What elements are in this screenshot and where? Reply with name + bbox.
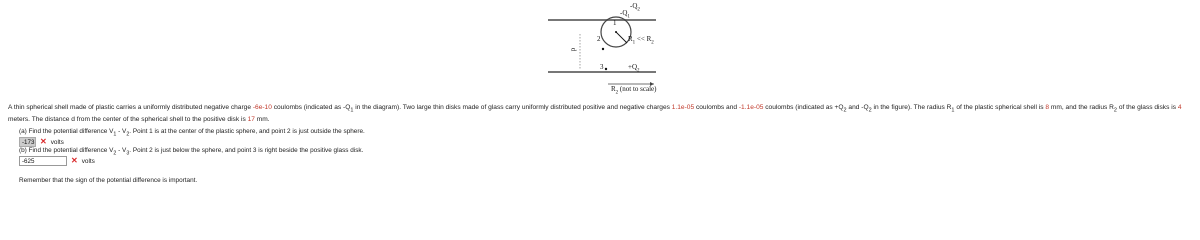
label-distance-d: d: [569, 47, 578, 52]
label-pos-q2: $+Q_2$: [628, 63, 640, 74]
part-b-answer-input[interactable]: -625: [19, 156, 67, 166]
label-point-1: 1: [613, 19, 617, 27]
r1-value: 8: [1045, 104, 1050, 111]
radius-r1-line: [616, 32, 627, 43]
part-b-unit: volts: [81, 157, 95, 165]
label-r2-note: $R_2$ (not to scale): [611, 85, 657, 96]
charge-neg-value: -1.1e-05: [738, 104, 764, 111]
physics-diagram: [548, 0, 658, 96]
label-point-3: 3: [600, 63, 604, 71]
part-a-unit: volts: [50, 138, 64, 146]
problem-statement: A thin spherical shell made of plastic carries a uniformly distributed negative charge -6e-10 coulombs (indicated as $-Q_1$ in the diagram). Two large thin disks made of glass carry uniformly distributed positive and negative charges 1.1e-05 coulombs and -1.1e-05 coulombs (indicated as $+Q_2$ and $-Q_2$ in the figure). The radius $R_1$ of the plastic spherical shell is 8 mm, and the radius $R_2$ of the glass disks is 4 meters. The distance d from the center of the spherical shell to the positive disk is 17 mm.: [8, 104, 1182, 124]
part-b-question: (b) Find the potential difference $V_2 - V_3$. Point 2 is just below the sphere, and point 3 is right beside the positive glass disk.: [19, 147, 364, 157]
remember-note: Remember that the sign of the potential difference is important.: [19, 177, 198, 184]
label-neg-q2: $-Q_2$: [630, 2, 640, 13]
label-point-2: 2: [597, 35, 601, 43]
diagram-figure: [548, 0, 658, 92]
point-2-dot: [602, 48, 604, 50]
d-value: 17: [247, 116, 255, 124]
part-a-question: (a) Find the potential difference $V_1 - V_2$. Point 1 is at the center of the plastic sphere, and point 2 is just outside the sphere.: [19, 128, 365, 138]
part-a-answer-row: [19, 137, 64, 147]
r2-value: 4: [1177, 104, 1182, 111]
label-r1-compare: $R_1 << R_2$: [628, 35, 654, 46]
charge-pos-value: 1.1e-05: [671, 104, 695, 111]
incorrect-x-icon: ✕: [40, 137, 47, 146]
charge-q1-value: -6e-10: [252, 104, 272, 111]
part-b-answer-row: [19, 156, 95, 166]
part-a-answer-input[interactable]: -173: [19, 137, 36, 147]
point-3-dot: [605, 68, 607, 70]
label-neg-q1: $-Q_1$: [620, 9, 630, 20]
incorrect-x-icon: ✕: [71, 156, 78, 165]
